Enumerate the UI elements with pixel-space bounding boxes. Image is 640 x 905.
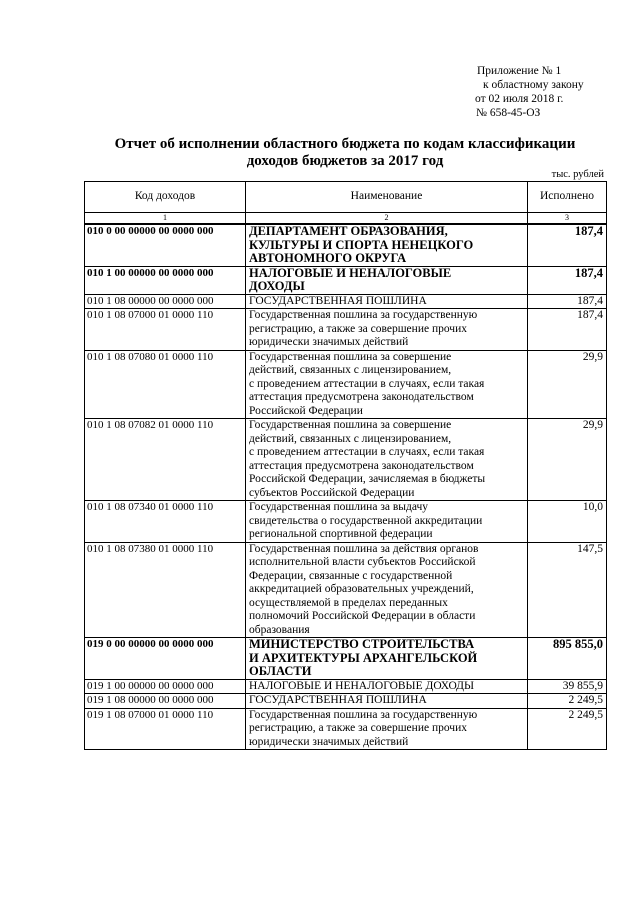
title-line: Отчет об исполнении областного бюджета по кодам классификации <box>114 136 576 152</box>
column-number-row <box>85 213 607 225</box>
revenue-name <box>246 309 528 351</box>
appendix-line: к областному закону <box>483 79 584 91</box>
revenue-code: 010 1 00 00000 00 0000 000 <box>85 266 246 294</box>
executed-amount: 39 855,9 <box>528 679 607 694</box>
executed-amount: 187,4 <box>528 309 607 351</box>
executed-amount: 895 855,0 <box>528 638 607 680</box>
revenue-code: 010 1 08 07380 01 0000 110 <box>85 542 246 638</box>
executed-amount: 2 249,5 <box>528 694 607 709</box>
revenue-name <box>246 419 528 501</box>
table-body <box>85 224 607 750</box>
revenue-name-line: МИНИСТЕРСТВО СТРОИТЕЛЬСТВА <box>249 637 475 651</box>
revenue-name-line: Государственная пошлина за выдачу <box>249 501 429 513</box>
revenue-name-line: Государственная пошлина за государственную <box>249 309 478 321</box>
revenue-name-line: аттестация предусмотрена законодательством <box>249 391 474 403</box>
revenue-name-line: И АРХИТЕКТУРЫ АРХАНГЕЛЬСКОЙ <box>249 650 478 665</box>
column-number: 3 <box>528 213 607 225</box>
revenue-name-line: образования <box>249 623 310 636</box>
revenue-name <box>246 694 528 709</box>
title-line: доходов бюджетов за 2017 год <box>246 153 444 169</box>
revenue-name-line: ОБЛАСТИ <box>249 664 312 678</box>
revenue-name <box>246 350 528 419</box>
revenue-name-line: ДЕПАРТАМЕНТ ОБРАЗОВАНИЯ, <box>249 224 448 238</box>
column-number: 1 <box>85 213 246 225</box>
revenue-name <box>246 294 528 309</box>
revenue-name-line: ДОХОДЫ <box>249 279 305 293</box>
document-title <box>84 136 606 170</box>
revenue-name-line: ГОСУДАРСТВЕННАЯ ПОШЛИНА <box>249 694 427 706</box>
revenue-name <box>246 224 528 266</box>
appendix-note <box>477 64 584 120</box>
appendix-line: от 02 июля 2018 г. <box>475 93 564 105</box>
executed-amount: 147,5 <box>528 542 607 638</box>
executed-amount: 187,4 <box>528 266 607 294</box>
revenue-name-line: Российской Федерации <box>249 404 363 417</box>
revenue-code: 010 1 08 07082 01 0000 110 <box>85 419 246 501</box>
revenue-name-line: Федерации, связанные с государственной <box>249 569 453 582</box>
header-code: Код доходов <box>85 182 246 213</box>
revenue-code: 019 1 08 00000 00 0000 000 <box>85 694 246 709</box>
appendix-line: № 658-45-ОЗ <box>476 107 541 119</box>
revenue-name-line: АВТОНОМНОГО ОКРУГА <box>249 251 407 265</box>
revenue-name-line: НАЛОГОВЫЕ И НЕНАЛОГОВЫЕ ДОХОДЫ <box>249 679 475 692</box>
executed-amount: 187,4 <box>528 294 607 309</box>
revenue-code: 010 1 08 07000 01 0000 110 <box>85 309 246 351</box>
revenue-name-line: региональной спортивной федерации <box>249 528 433 540</box>
revenue-name-line: регистрацию, а также за совершение прочих <box>249 322 467 335</box>
revenue-code: 019 1 08 07000 01 0000 110 <box>85 708 246 750</box>
table-row <box>85 638 607 680</box>
revenue-name <box>246 501 528 543</box>
revenue-name-line: регистрацию, а также за совершение прочих <box>249 722 467 734</box>
appendix-line: Приложение № 1 <box>477 65 562 77</box>
table-row <box>85 542 607 638</box>
units-label: тыс. рублей <box>551 169 604 180</box>
revenue-name <box>246 266 528 294</box>
revenue-name <box>246 638 528 680</box>
revenue-name-line: юридически значимых действий <box>249 735 409 748</box>
revenue-name-line: субъектов Российской Федерации <box>249 486 415 499</box>
revenue-code: 019 0 00 00000 00 0000 000 <box>85 638 246 680</box>
revenue-table <box>84 181 607 750</box>
revenue-code: 010 1 08 07340 01 0000 110 <box>85 501 246 543</box>
table-row <box>85 419 607 501</box>
revenue-name-line: НАЛОГОВЫЕ И НЕНАЛОГОВЫЕ <box>249 265 452 280</box>
column-number: 2 <box>246 213 528 225</box>
table-row <box>85 501 607 543</box>
executed-amount: 187,4 <box>528 224 607 266</box>
revenue-name <box>246 708 528 750</box>
table-row <box>85 694 607 709</box>
revenue-code: 010 1 08 07080 01 0000 110 <box>85 350 246 419</box>
revenue-name-line: аккредитацией образовательных учреждений, <box>249 583 474 595</box>
revenue-name-line: действий, связанных с лицензированием, <box>249 364 452 376</box>
revenue-name-line: Государственная пошлина за государственную <box>249 708 478 721</box>
header-row <box>85 182 607 213</box>
table-row <box>85 679 607 694</box>
revenue-name-line: юридически значимых действий <box>249 336 409 348</box>
table-row <box>85 266 607 294</box>
revenue-name-line: Российской Федерации, зачисляемая в бюджеты <box>249 473 486 485</box>
revenue-name-line: Государственная пошлина за действия органов <box>249 542 479 555</box>
executed-amount: 10,0 <box>528 501 607 543</box>
revenue-name-line: исполнительной власти субъектов Российской <box>249 556 476 568</box>
revenue-name-line: действий, связанных с лицензированием, <box>249 432 452 445</box>
executed-amount: 29,9 <box>528 419 607 501</box>
revenue-name-line: полномочий Российской Федерации в области <box>249 610 476 622</box>
revenue-name-line: аттестация предусмотрена законодательством <box>249 459 474 472</box>
revenue-code: 010 0 00 00000 00 0000 000 <box>85 224 246 266</box>
revenue-name-line: с проведением аттестации в случаях, если такая <box>249 377 485 390</box>
executed-amount: 29,9 <box>528 350 607 419</box>
header-name: Наименование <box>246 182 528 213</box>
revenue-name-line: Государственная пошлина за совершение <box>249 350 452 363</box>
header-value: Исполнено <box>528 182 607 213</box>
revenue-name-line: осуществляемой в пределах переданных <box>249 596 448 609</box>
table-row <box>85 350 607 419</box>
table-row <box>85 708 607 750</box>
revenue-name <box>246 542 528 638</box>
revenue-name-line: свидетельства о государственной аккредитации <box>249 514 483 527</box>
table-row <box>85 224 607 266</box>
table-row <box>85 309 607 351</box>
revenue-code: 019 1 00 00000 00 0000 000 <box>85 679 246 694</box>
revenue-name-line: КУЛЬТУРЫ И СПОРТА НЕНЕЦКОГО <box>249 237 474 252</box>
revenue-name-line: Государственная пошлина за совершение <box>249 419 452 431</box>
revenue-name-line: ГОСУДАРСТВЕННАЯ ПОШЛИНА <box>249 294 427 307</box>
table-row <box>85 294 607 309</box>
executed-amount: 2 249,5 <box>528 708 607 750</box>
revenue-name-line: с проведением аттестации в случаях, если такая <box>249 446 485 458</box>
revenue-name <box>246 679 528 694</box>
revenue-code: 010 1 08 00000 00 0000 000 <box>85 294 246 309</box>
